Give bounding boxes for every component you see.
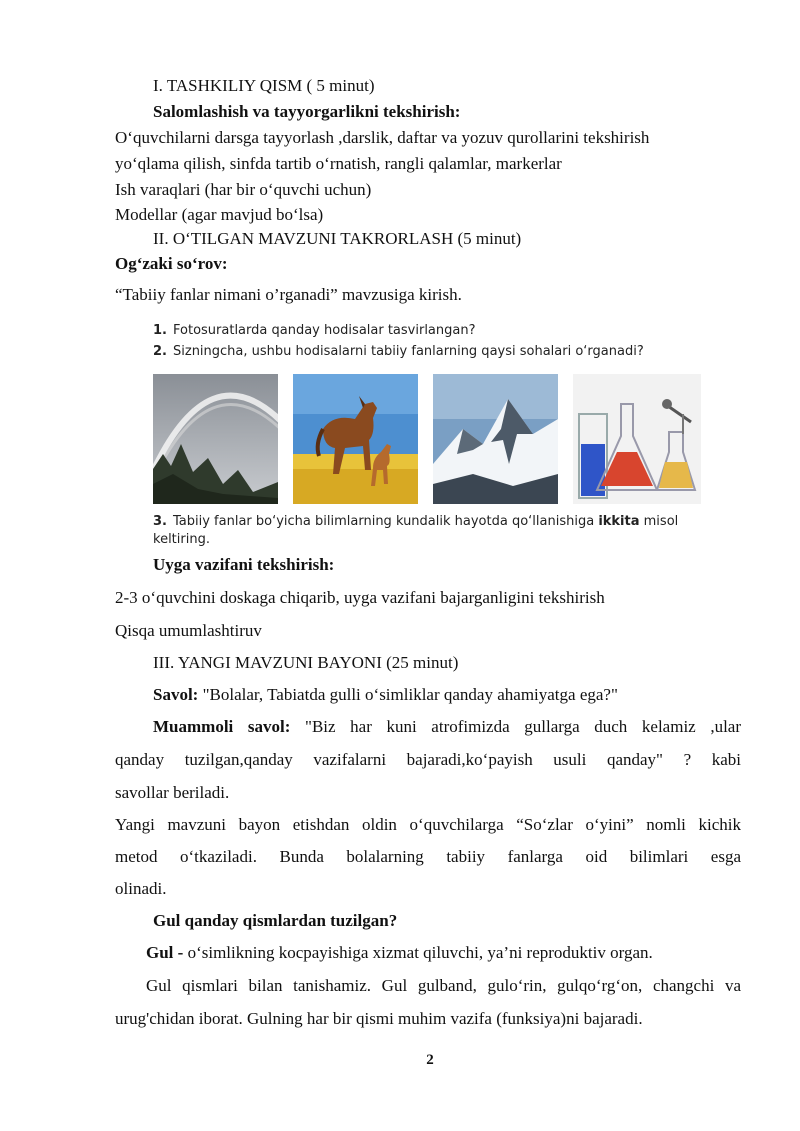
method-line: olinadi.	[115, 879, 167, 898]
mountain-photo	[433, 374, 558, 504]
rainbow-photo	[153, 374, 278, 504]
savol-paragraph: Savol: "Bolalar, Tabiatda gulli o‘simliklar qanday ahamiyatga ega?"	[153, 685, 618, 704]
muammoli-savol-line: Muammoli savol: "Biz har kuni atrofimizda gullarga duch kelamiz ,ular	[153, 717, 742, 736]
question-3-continued: keltiring.	[153, 532, 210, 547]
section1-line: Modellar (agar mavjud bo‘lsa)	[115, 205, 324, 224]
gul-parts-line: Gul qismlari bilan tanishamiz. Gul gulband, gulo‘rin, gulqo‘rg‘on, changchi va	[146, 976, 741, 995]
section2-subheading: Og‘zaki so‘rov:	[115, 254, 228, 273]
page-number: 2	[426, 1052, 434, 1068]
section1-subheading: Salomlashish va tayyorgarlikni tekshirish:	[153, 102, 461, 121]
method-line: Yangi mavzuni bayon etishdan oldin o‘quvchilarga “So‘zlar o‘yini” nomli kichik	[115, 815, 741, 834]
section3-heading: III. YANGI MAVZUNI BAYONI (25 minut)	[153, 653, 459, 672]
section2-heading: II. O‘TILGAN MAVZUNI TAKRORLASH (5 minut)	[153, 229, 522, 248]
method-line: metod o‘tkaziladi. Bunda bolalarning tabiiy fanlarga oid bilimlari esga	[115, 847, 741, 866]
question-2: 2. Sizningcha, ushbu hodisalarni tabiiy fanlarning qaysi sohalari o‘rganadi?	[153, 344, 644, 359]
section1-heading: I. TASHKILIY QISM ( 5 minut)	[153, 76, 375, 95]
muammoli-savol-line: savollar beriladi.	[115, 783, 230, 802]
gul-parts-line: urug'chidan iborat. Gulning har bir qismi muhim vazifa (funksiya)ni bajaradi.	[115, 1009, 643, 1028]
muammoli-savol-line: qanday tuzilgan,qanday vazifalarni bajaradi,ko‘payish usuli qanday" ? kabi	[115, 750, 741, 769]
chemistry-flasks-photo	[573, 374, 701, 504]
homework-subheading: Uyga vazifani tekshirish:	[153, 555, 335, 574]
horses-photo	[293, 374, 418, 504]
gul-definition: Gul - o‘simlikning kocpayishiga xizmat qiluvchi, ya’ni reproduktiv organ.	[146, 943, 653, 962]
section1-line: yo‘qlama qilish, sinfda tartib o‘rnatish, rangli qalamlar, markerlar	[115, 154, 562, 173]
question-1: 1. Fotosuratlarda qanday hodisalar tasvirlangan?	[153, 323, 476, 338]
homework-line: Qisqa umumlashtiruv	[115, 621, 262, 640]
question-3: 3. Tabiiy fanlar bo‘yicha bilimlarning kundalik hayotda qo‘llanishiga ikkita misol	[153, 514, 679, 529]
section1-line: O‘quvchilarni darsga tayyorlash ,darslik, daftar va yozuv qurollarini tekshirish	[115, 128, 650, 147]
section1-line: Ish varaqlari (har bir o‘quvchi uchun)	[115, 180, 372, 199]
homework-line: 2-3 o‘quvchini doskaga chiqarib, uyga vazifani bajarganligini tekshirish	[115, 588, 605, 607]
section2-intro: “Tabiiy fanlar nimani o’rganadi” mavzusiga kirish.	[115, 285, 462, 304]
gul-question: Gul qanday qismlardan tuzilgan?	[153, 911, 398, 930]
